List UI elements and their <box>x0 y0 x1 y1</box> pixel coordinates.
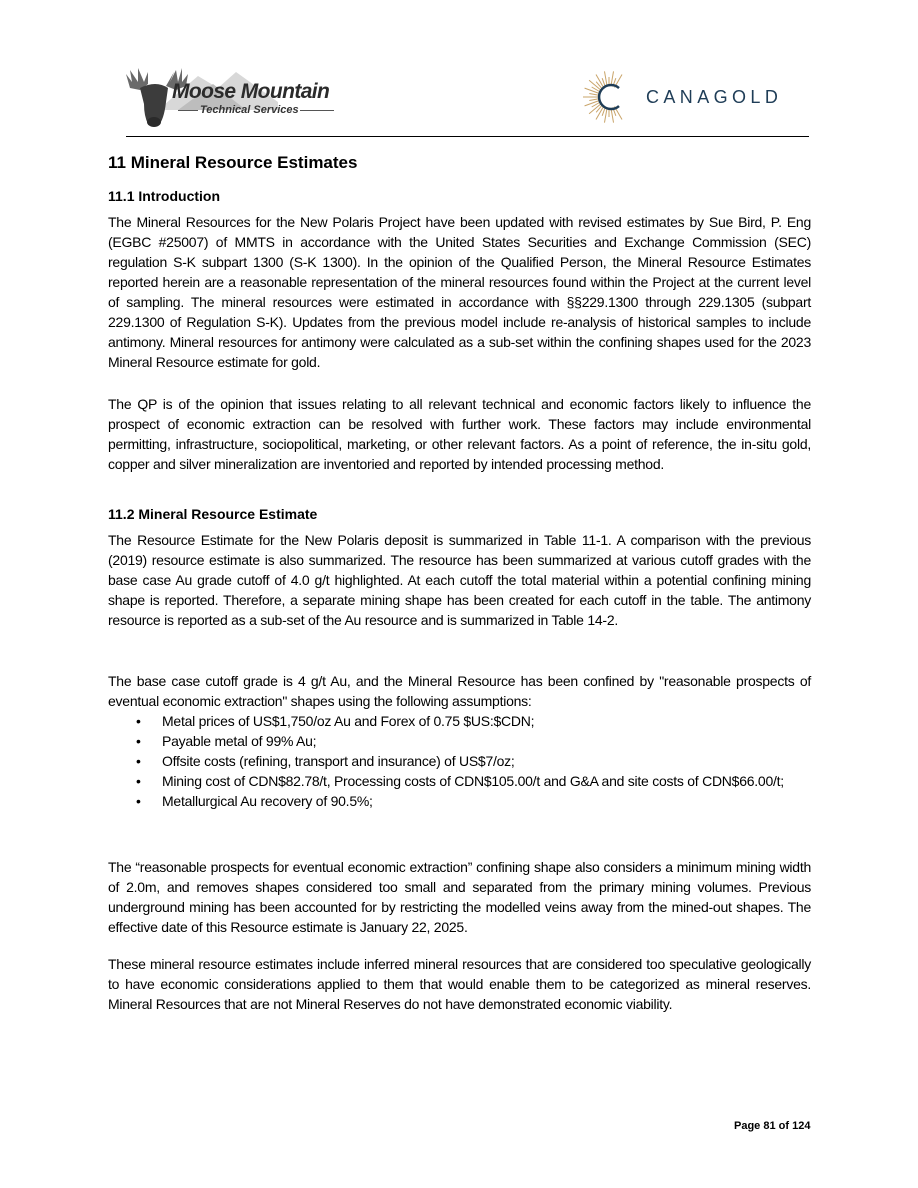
intro-heading: 11.1 Introduction <box>108 188 221 204</box>
intro-paragraph-2: The QP is of the opinion that issues relating to all relevant technical and economic factors likely to influence the prospect of economic extraction can be resolved with further work. These factors may include environmental permitting, infrastructure, sociopolitical, marketing, or other relevant factors. As a point of reference, the in-situ gold, copper and silver mineralization are inventoried and reported by intended processing method. <box>108 396 811 472</box>
list-item: • Payable metal of 99% Au; <box>136 733 317 749</box>
logo-rule-right <box>300 110 334 111</box>
header-divider <box>126 136 809 137</box>
estimate-heading: 11.2 Mineral Resource Estimate <box>108 506 318 522</box>
section-heading: 11 Mineral Resource Estimates <box>108 153 358 172</box>
sunburst-icon <box>583 64 639 134</box>
page-number: Page 81 of 124 <box>734 1120 811 1132</box>
logo-subtitle: Technical Services <box>200 104 299 116</box>
bullet-icon: • <box>136 753 141 769</box>
logo-title: Moose Mountain <box>172 80 330 103</box>
list-item: • Offsite costs (refining, transport and insurance) of US$7/oz; <box>136 753 515 769</box>
list-item: • Metallurgical Au recovery of 90.5%; <box>136 793 373 809</box>
assumptions-list <box>108 711 811 811</box>
intro-paragraph-1: The Mineral Resources for the New Polaris Project have been updated with revised estimates by Sue Bird, P. Eng (EGBC #25007) of MMTS in accordance with the United States Securities and Exchange Commission (SEC) regulation S-K subpart 1300 (S-K 1300). In the opinion of the Qualified Person, the Mineral Resource Estimates reported herein are a reasonable representation of the mineral resources found within the Project at the current level of sampling. The mineral resources were estimated in accordance with §§229.1300 through 229.1305 (subpart 229.1300 of Regulation S-K). Updates from the previous model include re-analysis of historical samples to include antimony. Mineral resources for antimony were calculated as a sub-set within the confining shapes used for the 2023 Mineral Resource estimate for gold. <box>108 214 811 370</box>
bullet-icon: • <box>136 733 141 749</box>
moose-mountain-logo <box>118 66 350 130</box>
bullet-icon: • <box>136 713 141 729</box>
bullet-icon: • <box>136 793 141 809</box>
canagold-wordmark: CANAGOLD <box>646 87 783 107</box>
logo-rule-left <box>178 110 198 111</box>
list-item: • Mining cost of CDN$82.78/t, Processing costs of CDN$105.00/t and G&A and site costs of CDN$66.00/t; <box>136 773 784 789</box>
estimate-paragraph-4: These mineral resource estimates include inferred mineral resources that are considered too speculative geologically to have economic considerations applied to them that would enable them to be categorized as mineral reserves. Mineral Resources that are not Mineral Reserves do not have demonstrated economic viability. <box>108 956 811 1012</box>
bullet-icon: • <box>136 773 141 789</box>
estimate-paragraph-1: The Resource Estimate for the New Polaris deposit is summarized in Table 11-1. A comparison with the previous (2019) resource estimate is also summarized. The resource has been summarized at various cutoff grades with the base case Au grade cutoff of 4.0 g/t highlighted. At each cutoff the total material within a potential confining mining shape is reported. Therefore, a separate mining shape has been created for each cutoff in the table. The antimony resource is reported as a sub-set of the Au resource and is summarized in Table 14-2. <box>108 532 811 628</box>
canagold-logo <box>583 64 813 134</box>
estimate-paragraph-2: The base case cutoff grade is 4 g/t Au, and the Mineral Resource has been confined by "reasonable prospects of eventual economic extraction" shapes using the following assumptions: <box>108 673 811 709</box>
estimate-paragraph-3: The “reasonable prospects for eventual economic extraction” confining shape also considers a minimum mining width of 2.0m, and removes shapes considered too small and separated from the primary mining volumes. Previous underground mining has been accounted for by restricting the modelled veins away from the mined-out shapes. The effective date of this Resource estimate is January 22, 2025. <box>108 859 811 935</box>
list-item: • Metal prices of US$1,750/oz Au and Forex of 0.75 $US:$CDN; <box>136 713 535 729</box>
